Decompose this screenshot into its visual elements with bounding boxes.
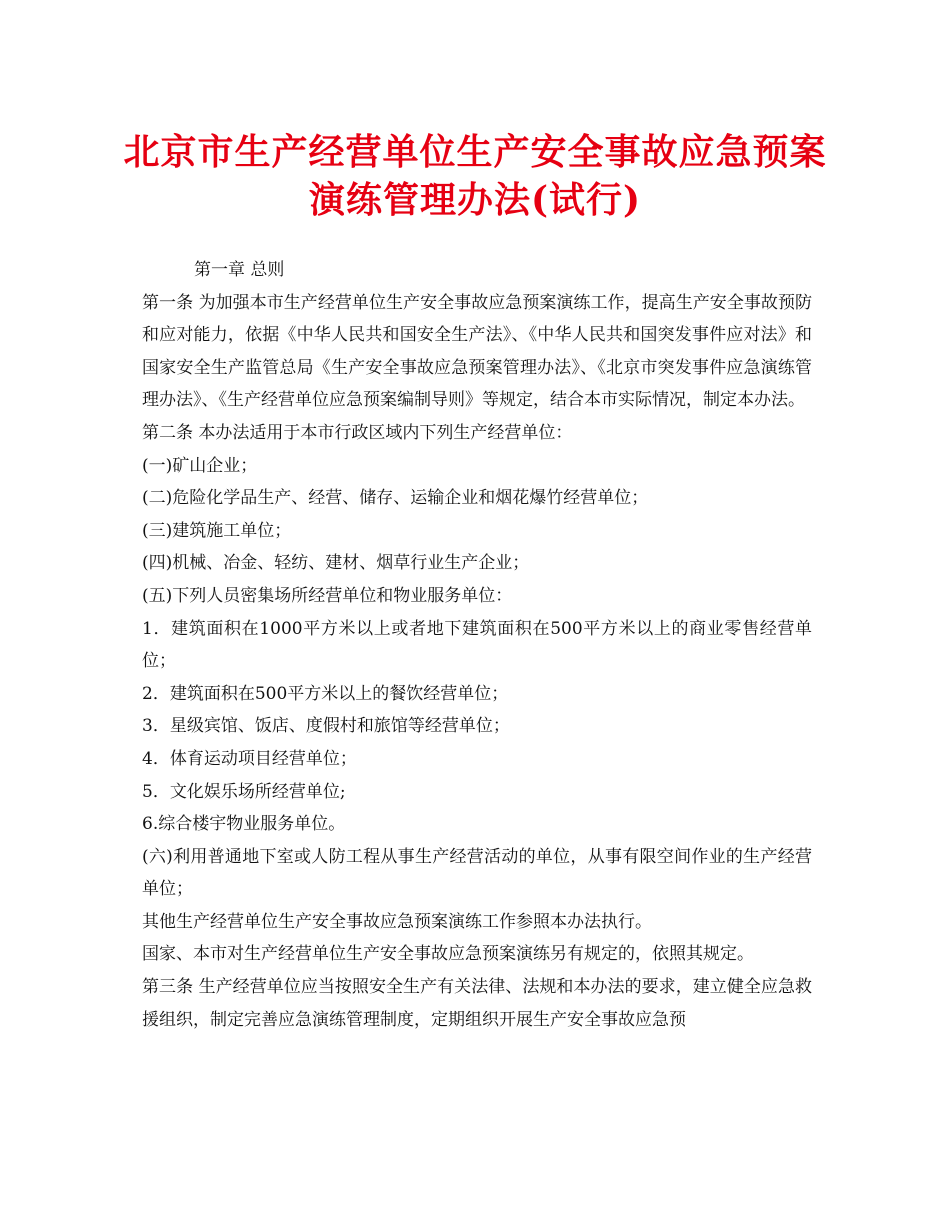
- sub-item-5: 5．文化娱乐场所经营单位;: [142, 781, 346, 802]
- article-1-paragraph: 第一条 为加强本市生产经营单位生产安全事故应急预案演练工作，提高生产安全事故预防和应对能力，依据《中华人民共和国安全生产法》、《中华人民共和国突发事件应对法》和国家安全生产监管总局《生产安全事故应急预案管理办法》、《北京市突发事件应急演练管理办法》、《生产经营单位应急预案编制导则》等规定，结合本市实际情况，制定本办法。: [142, 292, 812, 411]
- document-title-line-2: 演练管理办法(试行): [308, 179, 642, 221]
- sub-item-2: 2．建筑面积在500平方米以上的餐饮经营单位；: [142, 683, 509, 704]
- document-body: [142, 254, 812, 1036]
- list-item-6: (六)利用普通地下室或人防工程从事生产经营活动的单位，从事有限空间作业的生产经营单位；: [142, 846, 812, 900]
- sub-item-4: 4．体育运动项目经营单位；: [142, 748, 357, 769]
- article-3-paragraph: 第三条 生产经营单位应当按照安全生产有关法律、法规和本办法的要求，建立健全应急救援组织，制定完善应急演练管理制度，定期组织开展生产安全事故应急预: [142, 977, 812, 1030]
- sub-item-6: 6.综合楼宇物业服务单位。: [142, 814, 346, 835]
- scope-note-paragraph: 其他生产经营单位生产安全事故应急预案演练工作参照本办法执行。: [142, 911, 652, 932]
- sub-item-1: 1．建筑面积在1000平方米以上或者地下建筑面积在500平方米以上的商业零售经营单位；: [142, 618, 812, 672]
- list-item-4: (四)机械、冶金、轻纺、建材、烟草行业生产企业；: [142, 553, 530, 574]
- precedence-note-paragraph: 国家、本市对生产经营单位生产安全事故应急预案演练另有规定的，依照其规定。: [142, 944, 754, 965]
- list-item-1: (一)矿山企业；: [142, 455, 258, 476]
- list-item-2: (二)危险化学品生产、经营、储存、运输企业和烟花爆竹经营单位；: [142, 488, 649, 509]
- article-2-paragraph: 第二条 本办法适用于本市行政区域内下列生产经营单位：: [142, 422, 573, 443]
- list-item-5: (五)下列人员密集场所经营单位和物业服务单位：: [142, 585, 513, 606]
- chapter-heading: 第一章 总则: [194, 260, 285, 280]
- document-title-line-1: 北京市生产经营单位生产安全事故应急预案: [123, 131, 827, 173]
- list-item-3: (三)建筑施工单位；: [142, 520, 292, 541]
- sub-item-3: 3．星级宾馆、饭店、度假村和旅馆等经营单位；: [142, 716, 510, 737]
